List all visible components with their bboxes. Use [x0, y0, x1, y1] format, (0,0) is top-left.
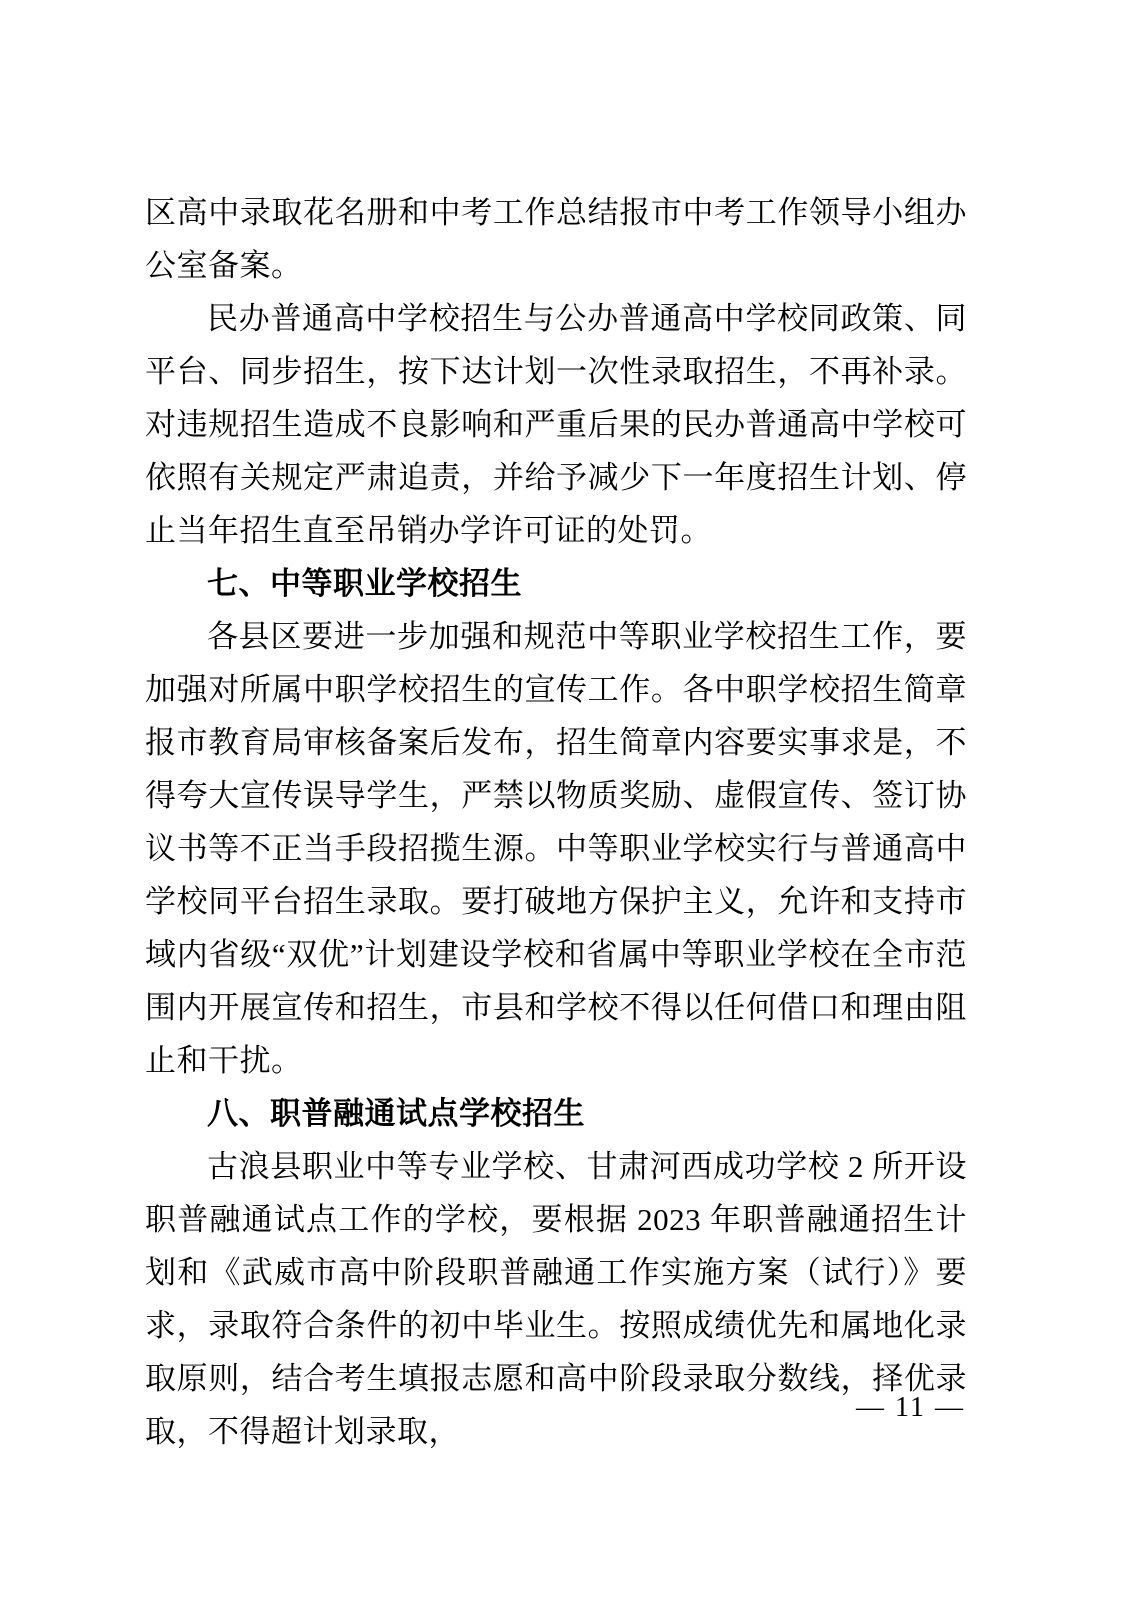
paragraph-continuation: 区高中录取花名册和中考工作总结报市中考工作领导小组办公室备案。	[145, 195, 967, 283]
section-heading-pilot-school-enrollment: 八、职普融通试点学校招生	[207, 1096, 585, 1131]
paragraph-vocational-school-enrollment: 各县区要进一步加强和规范中等职业学校招生工作，要加强对所属中职学校招生的宣传工作。各中职学校招生简章报市教育局审核备案后发布，招生简章内容要实事求是，不得夸大宣传误导学生，严禁以物质奖励、虚假宣传、签订协议书等不正当手段招揽生源。中等职业学校实行与普通高中学校同平台招生录取。要打破地方保护主义，允许和支持市域内省级“双优”计划建设学校和省属中等职业学校在全市范围内开展宣传和招生，市县和学校不得以任何借口和理由阻止和干扰。	[145, 619, 967, 1078]
paragraph-pilot-school-enrollment: 古浪县职业中等专业学校、甘肃河西成功学校 2 所开设职普融通试点工作的学校，要根据 2023 年职普融通招生计划和《武威市高中阶段职普融通工作实施方案（试行）》要求，录取符合条件的初中毕业生。按照成绩优先和属地化录取原则，结合考生填报志愿和高中阶段录取分数线，择优录取，不得超计划录取，	[145, 1149, 967, 1449]
document-body	[145, 186, 967, 1458]
page-number: — 11 —	[856, 1392, 965, 1423]
paragraph-private-school-policy: 民办普通高中学校招生与公办普通高中学校同政策、同平台、同步招生，按下达计划一次性录取招生，不再补录。对违规招生造成不良影响和严重后果的民办普通高中学校可依照有关规定严肃追责，并给予减少下一年度招生计划、停止当年招生直至吊销办学许可证的处罚。	[145, 301, 967, 548]
section-heading-vocational-school-enrollment: 七、中等职业学校招生	[207, 566, 522, 601]
